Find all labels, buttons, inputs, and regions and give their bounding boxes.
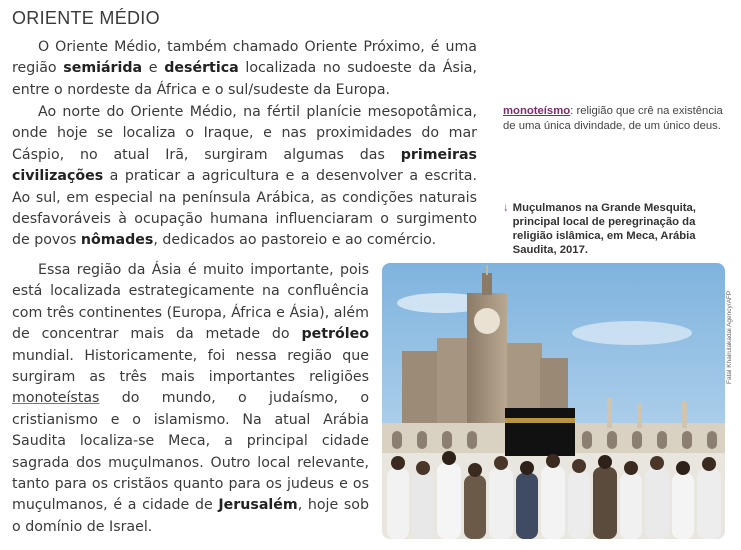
section-title: ORIENTE MÉDIO: [12, 8, 160, 28]
p1-bold-semiarida: semiárida: [63, 60, 143, 77]
p2-bold-nomades: nômades: [80, 232, 154, 249]
p2-text-c: a praticar a agricultura e a desenvolver a escrita. Ao sul, em especial na península Arábica, as condições naturais desfavoráveis à ocupação humana influenciaram o surgimento de povos: [12, 168, 477, 249]
paragraph-3: [12, 260, 369, 538]
p1-bold-desertica: desértica: [164, 60, 239, 77]
mecca-photo: [382, 263, 725, 539]
arrow-down-icon: ↓: [503, 202, 509, 214]
grand-mosque-illustration: [382, 263, 725, 539]
p3-bold-jerusalem: Jerusalém: [218, 497, 298, 514]
photo-caption: [503, 201, 728, 257]
p2-bold-civilizacoes: primeiras civilizações: [12, 146, 477, 185]
p3-bold-petroleo: petróleo: [301, 326, 369, 343]
p3-text-d: do mundo, o judaísmo, o cristianismo e o islamismo. Na atual Arábia Saudita localiza-se Meca, a principal cidade sagrada dos muçulmanos. Outro local relevante, tanto para os cristãos quanto para os judeus e os muçulmanos, é a cidade de: [12, 390, 369, 514]
p1-text-a: O Oriente Médio, também chamado Oriente Próximo, é uma região: [12, 39, 477, 77]
p1-text-d: localizada no sudoeste da Ásia, entre o nordeste da África e o sul/sudeste da Europa.: [12, 60, 477, 98]
paragraph-2: [12, 102, 477, 252]
p1-text-c: e: [142, 60, 165, 77]
p3-text-a: Essa região da Ásia é muito importante, pois está localizada estrategicamente na confluência com três continentes (Europa, África e Ásia), além de concentrar mais da metade do: [12, 262, 369, 343]
p2-text-a: Ao norte do Oriente Médio, na fértil planície mesopotâmica, onde hoje se localiza o Iraque, e nas proximidades do mar Cáspio, no atual Irã, surgiram algumas das: [12, 104, 477, 163]
glossary-box: [503, 104, 738, 133]
p3-text-e: , hoje sob o domínio de Israel.: [12, 497, 369, 535]
glossary-link-monoteistas[interactable]: monoteístas: [12, 390, 100, 407]
glossary-term: monoteísmo: [503, 105, 571, 117]
caption-text: Muçulmanos na Grande Mesquita, principal local de peregrinação da religião islâmica, em Meca, Arábia Saudita, 2017.: [512, 202, 696, 256]
paragraph-1: [12, 37, 477, 101]
p2-text-d: , dedicados ao pastoreio e ao comércio.: [153, 232, 437, 249]
p3-text-c: mundial. Historicamente, foi nessa região que surgiram as três mais importantes religiões: [12, 347, 369, 386]
glossary-definition: : religião que crê na existência de uma única divindade, de um único deus.: [503, 105, 723, 132]
photo-credit: Fatal Khairulakadai Agency/AFP: [726, 290, 733, 384]
